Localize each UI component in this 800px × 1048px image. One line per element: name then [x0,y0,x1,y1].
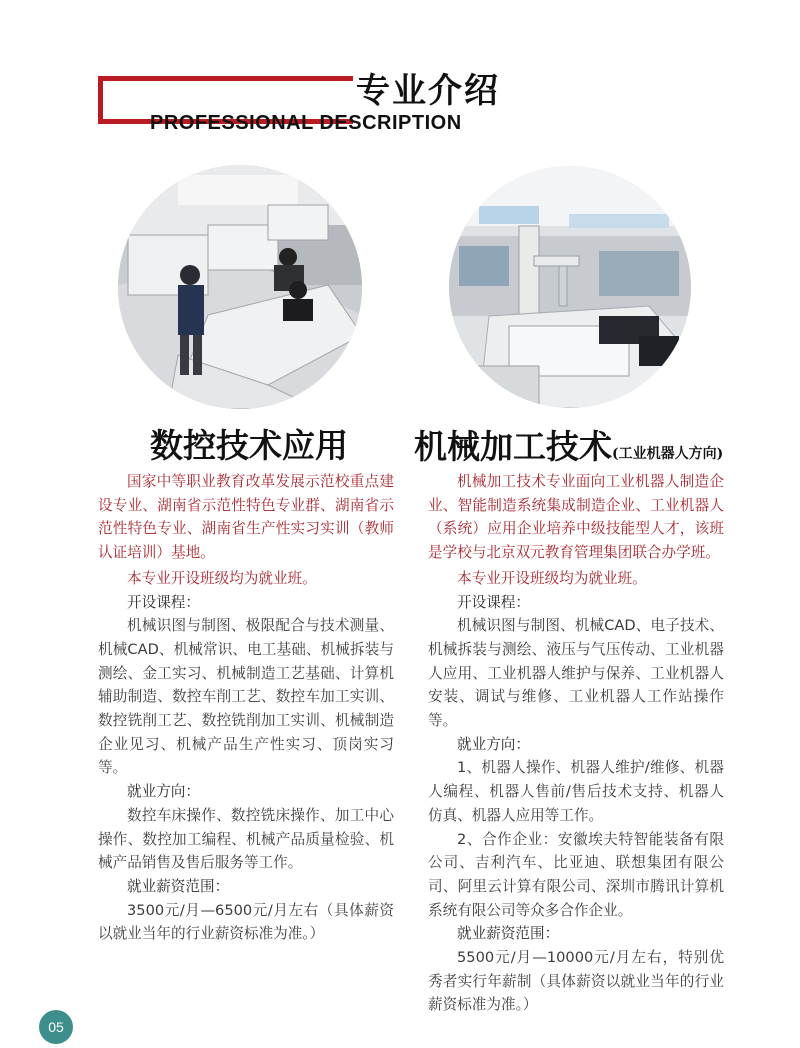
right-jobs-1: 1、机器人操作、机器人维护/维修、机器人编程、机器人售前/售后技术支持、机器人仿真、机器人应用等工作。 [428,759,724,824]
left-jobs-heading: 就业方向： [127,783,200,801]
left-courses-heading: 开设课程： [127,593,200,611]
left-column [98,470,394,946]
right-program-title [414,421,723,468]
right-column [428,470,724,1017]
left-courses: 机械识图与制图、极限配合与技术测量、机械CAD、机械常识、电工基础、机械拆装与测绘、金工实习、机械制造工艺基础、计算机辅助制造、数控车削工艺、数控车加工实训、数控铣削工艺、数控铣削加工实训、机械制造企业见习、机械产品生产性实习、顶岗实习等。 [98,617,394,777]
right-salary: 5500元/月—10000元/月左右，特别优秀者实行年薪制（具体薪资以就业当年的行业薪资标准为准。） [428,949,724,1014]
left-jobs: 数控车床操作、数控铣床操作、加工中心操作、数控加工编程、机械产品质量检验、机械产品销售及售后服务等工作。 [98,806,394,872]
right-salary-heading: 就业薪资范围： [457,925,560,943]
right-courses: 机械识图与制图、机械CAD、电子技术、机械拆装与测绘、液压与气压传动、工业机器人应用、工业机器人维护与保养、工业机器人安装、调试与维修、工业机器人工作站操作等。 [428,617,724,730]
section-title: 专业介绍 [356,71,500,111]
right-class-note: 本专业开设班级均为就业班。 [457,569,647,587]
left-salary: 3500元/月—6500元/月左右（具体薪资以就业当年的行业薪资标准为准。） [98,901,394,943]
robot-lab-photo [449,166,691,408]
cnc-lab-photo [118,165,362,409]
left-salary-heading: 就业薪资范围： [127,877,230,895]
left-class-note: 本专业开设班级均为就业班。 [127,569,317,587]
left-intro: 国家中等职业教育改革发展示范校重点建设专业、湖南省示范性特色专业群、湖南省示范性特色专业、湖南省生产性实习实训（教师认证培训）基地。 [98,473,394,562]
section-subtitle: PROFESSIONAL DESCRIPTION [150,112,462,134]
right-jobs-heading: 就业方向： [457,735,530,753]
right-jobs-2: 2、合作企业：安徽埃夫特智能装备有限公司、吉利汽车、比亚迪、联想集团有限公司、阿里云计算有限公司、深圳市腾讯计算机系统有限公司等众多合作企业。 [428,830,724,919]
right-program-title-main: 机械加工技术 [414,427,612,466]
right-program-title-suffix: (工业机器人方向) [612,446,724,462]
page-number-badge: 05 [39,1010,73,1044]
left-program-title: 数控技术应用 [150,426,348,465]
right-courses-heading: 开设课程： [457,593,530,611]
right-intro: 机械加工技术专业面向工业机器人制造企业、智能制造系统集成制造企业、工业机器人（系统）应用企业培养中级技能型人才，该班是学校与北京双元教育管理集团联合办学班。 [428,473,724,562]
